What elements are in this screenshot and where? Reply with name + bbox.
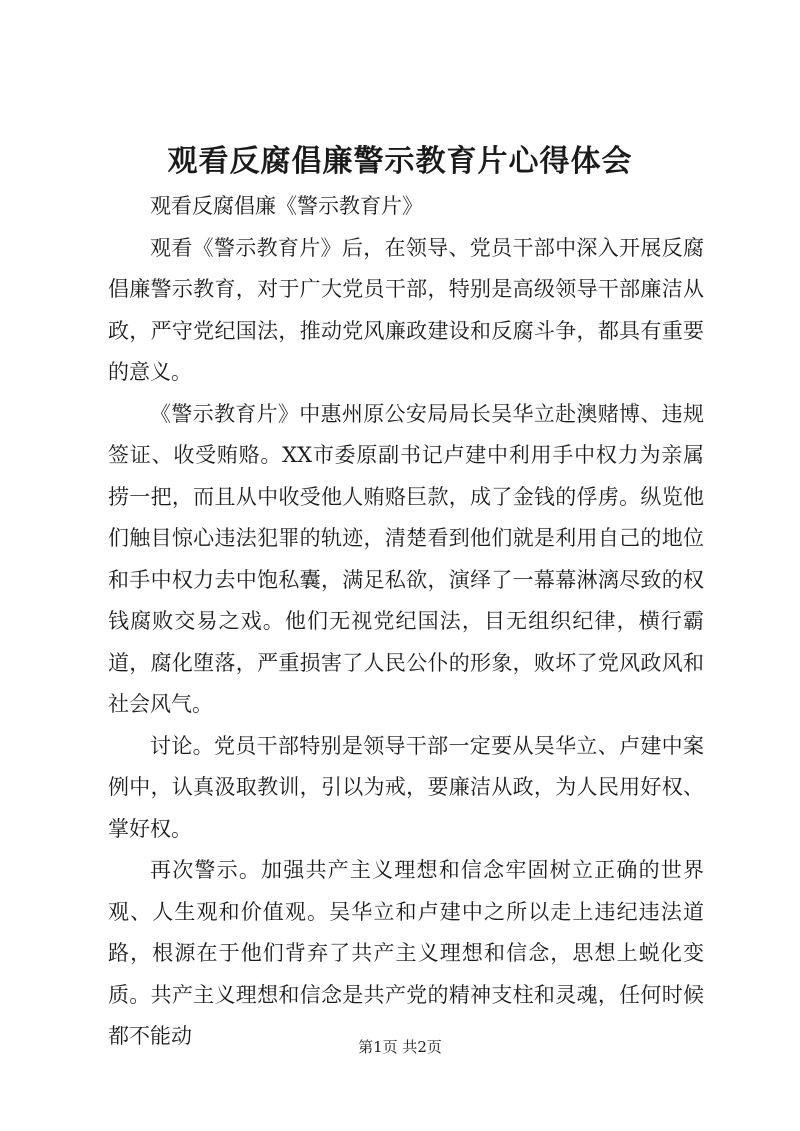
paragraph-cases: 《警示教育片》中惠州原公安局局长吴华立赴澳赌博、违规签证、收受贿赂。XX市委原副书记卢建中利用手中权力为亲属捞一把，而且从中收受他人贿赂巨款，成了金钱的俘虏。纵览他们触目惊心违法犯罪的轨迹，清楚看到他们就是利用自己的地位和手中权力去中饱私囊，满足私欲，演绎了一幕幕淋漓尽致的权钱腐败交易之戏。他们无视党纪国法，目无组织纪律，横行霸道，腐化堕落，严重损害了人民公仆的形象，败坏了党风政风和社会风气。 [108,401,704,716]
document-body [108,186,704,1058]
paragraph-warning: 再次警示。加强共产主义理想和信念牢固树立正确的世界观、人生观和价值观。吴华立和卢建中之所以走上违纪违法道路，根源在于他们背弃了共产主义理想和信念，思想上蜕化变质。共产主义理想和信念是共产党的精神支柱和灵魂，任何时候都不能动 [108,858,704,1048]
document-title: 观看反腐倡廉警示教育片心得体会 [167,144,633,179]
paragraph-subtitle: 观看反腐倡廉《警示教育片》 [150,194,423,218]
paragraph-intro: 观看《警示教育片》后，在领导、党员干部中深入开展反腐倡廉警示教育，对于广大党员干部，特别是高级领导干部廉洁从政，严守党纪国法，推动党风廉政建设和反腐斗争，都具有重要的意义。 [108,235,704,384]
paragraph-discussion: 讨论。党员干部特别是领导干部一定要从吴华立、卢建中案例中，认真汲取教训，引以为戒，要廉洁从政，为人民用好权、掌好权。 [108,733,704,841]
page-number: 第1页 共2页 [358,1038,442,1056]
